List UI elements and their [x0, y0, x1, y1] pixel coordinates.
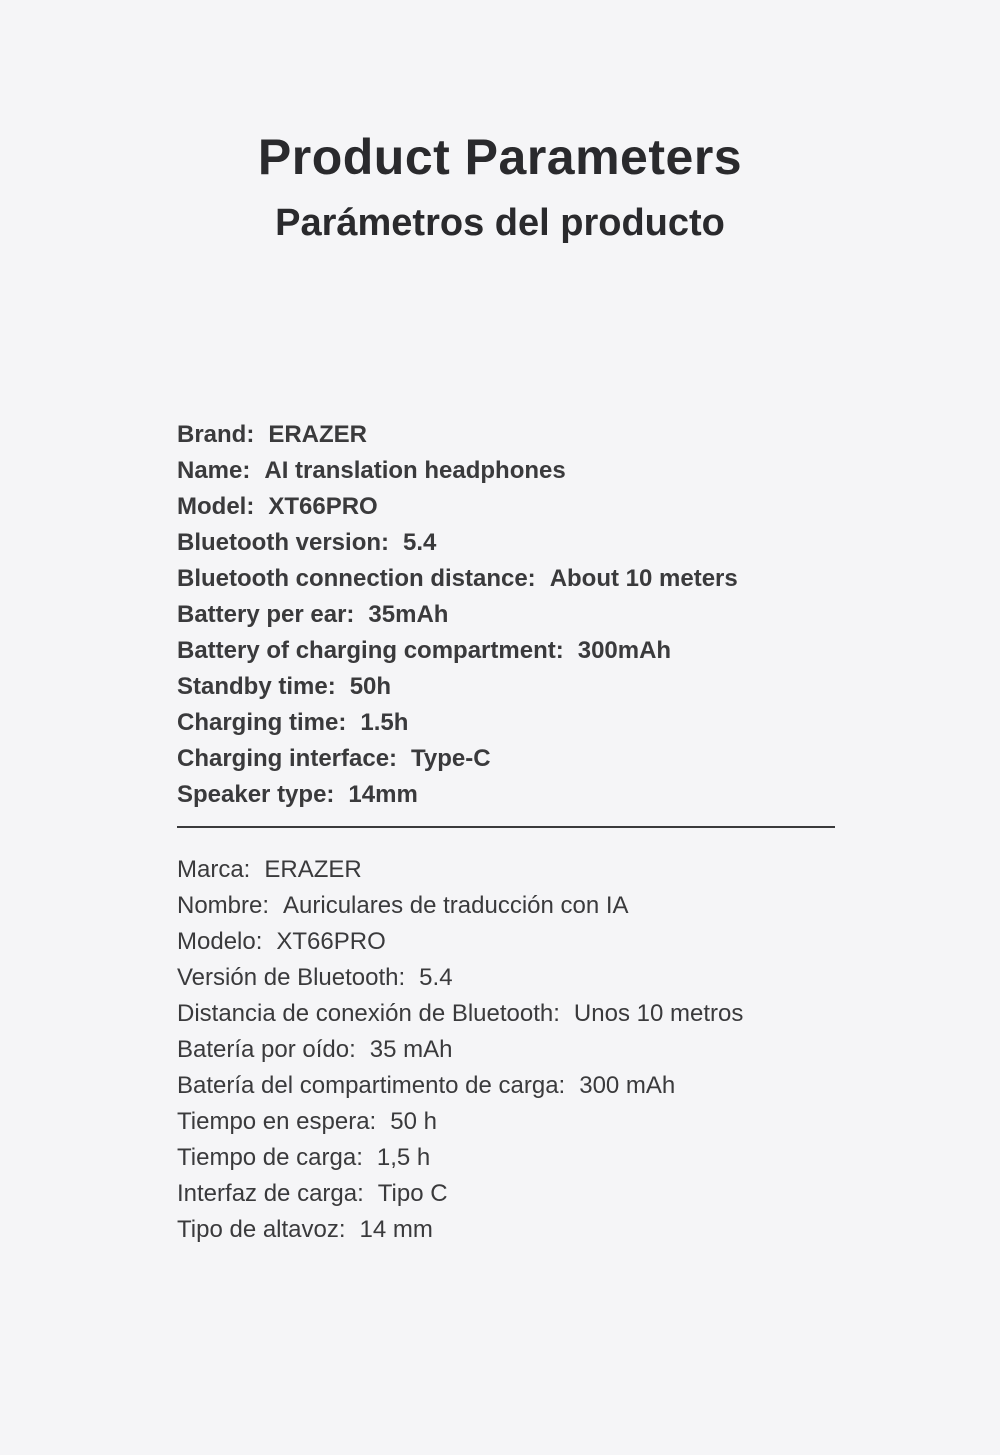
spec-label: Standby time:	[177, 673, 336, 700]
spec-label: Interfaz de carga:	[177, 1180, 364, 1207]
page-title: Product Parameters	[257, 129, 743, 185]
spec-label: Batería del compartimento de carga:	[177, 1072, 566, 1099]
spec-value: 300 mAh	[579, 1072, 676, 1099]
spec-label: Bluetooth connection distance:	[177, 565, 536, 592]
spec-label: Battery of charging compartment:	[177, 637, 564, 664]
spec-label: Versión de Bluetooth:	[177, 964, 406, 991]
section-divider	[177, 826, 835, 828]
spec-row	[177, 669, 835, 705]
spec-row	[177, 1212, 835, 1248]
spec-value: Unos 10 metros	[573, 1000, 744, 1027]
spec-value: Type-C	[411, 745, 491, 772]
spec-value: 14mm	[348, 781, 418, 808]
spec-label: Marca:	[177, 856, 251, 883]
spec-value: 35 mAh	[369, 1036, 453, 1063]
spec-label: Nombre:	[177, 892, 270, 919]
spec-row	[177, 996, 835, 1032]
spec-row	[177, 1140, 835, 1176]
spec-row	[177, 1032, 835, 1068]
spec-row	[177, 597, 835, 633]
spec-value: 300mAh	[577, 637, 672, 664]
spec-label: Battery per ear:	[177, 601, 355, 628]
spec-label: Bluetooth version:	[177, 529, 390, 556]
spec-row	[177, 417, 835, 453]
specs-content	[177, 417, 835, 1248]
spec-row	[177, 705, 835, 741]
spec-value: AI translation headphones	[264, 457, 566, 484]
spec-value: 1.5h	[360, 709, 409, 736]
spec-value: Tipo C	[377, 1180, 448, 1207]
spec-label: Tiempo de carga:	[177, 1144, 363, 1171]
spec-list-english	[177, 417, 835, 813]
spec-label: Modelo:	[177, 928, 263, 955]
spec-row	[177, 525, 835, 561]
spec-value: 14 mm	[359, 1216, 433, 1243]
spec-value: 50h	[349, 673, 392, 700]
spec-row	[177, 1068, 835, 1104]
spec-value: ERAZER	[264, 856, 362, 883]
spec-value: Auriculares de traducción con IA	[283, 892, 629, 919]
spec-list-spanish	[177, 852, 835, 1248]
spec-value: XT66PRO	[268, 493, 378, 520]
spec-row	[177, 633, 835, 669]
page-subtitle: Parámetros del producto	[275, 202, 725, 244]
spec-value: 5.4	[403, 529, 437, 556]
spec-value: 50 h	[390, 1108, 437, 1135]
spec-row	[177, 453, 835, 489]
spec-value: 5.4	[419, 964, 453, 991]
spec-label: Charging time:	[177, 709, 347, 736]
spec-value: ERAZER	[268, 421, 368, 448]
spec-row	[177, 1176, 835, 1212]
spec-label: Batería por oído:	[177, 1036, 356, 1063]
spec-row	[177, 777, 835, 813]
spec-label: Tiempo en espera:	[177, 1108, 377, 1135]
spec-label: Brand:	[177, 421, 255, 448]
spec-row	[177, 561, 835, 597]
spec-label: Model:	[177, 493, 255, 520]
spec-label: Speaker type:	[177, 781, 335, 808]
spec-value: XT66PRO	[276, 928, 386, 955]
page-header	[0, 0, 1000, 245]
spec-row	[177, 852, 835, 888]
spec-row	[177, 924, 835, 960]
spec-label: Distancia de conexión de Bluetooth:	[177, 1000, 560, 1027]
spec-row	[177, 1104, 835, 1140]
spec-label: Tipo de altavoz:	[177, 1216, 346, 1243]
spec-value: 1,5 h	[376, 1144, 431, 1171]
spec-label: Charging interface:	[177, 745, 398, 772]
spec-row	[177, 960, 835, 996]
spec-row	[177, 489, 835, 525]
spec-value: About 10 meters	[549, 565, 738, 592]
spec-value: 35mAh	[368, 601, 449, 628]
spec-row	[177, 888, 835, 924]
spec-row	[177, 741, 835, 777]
spec-label: Name:	[177, 457, 251, 484]
